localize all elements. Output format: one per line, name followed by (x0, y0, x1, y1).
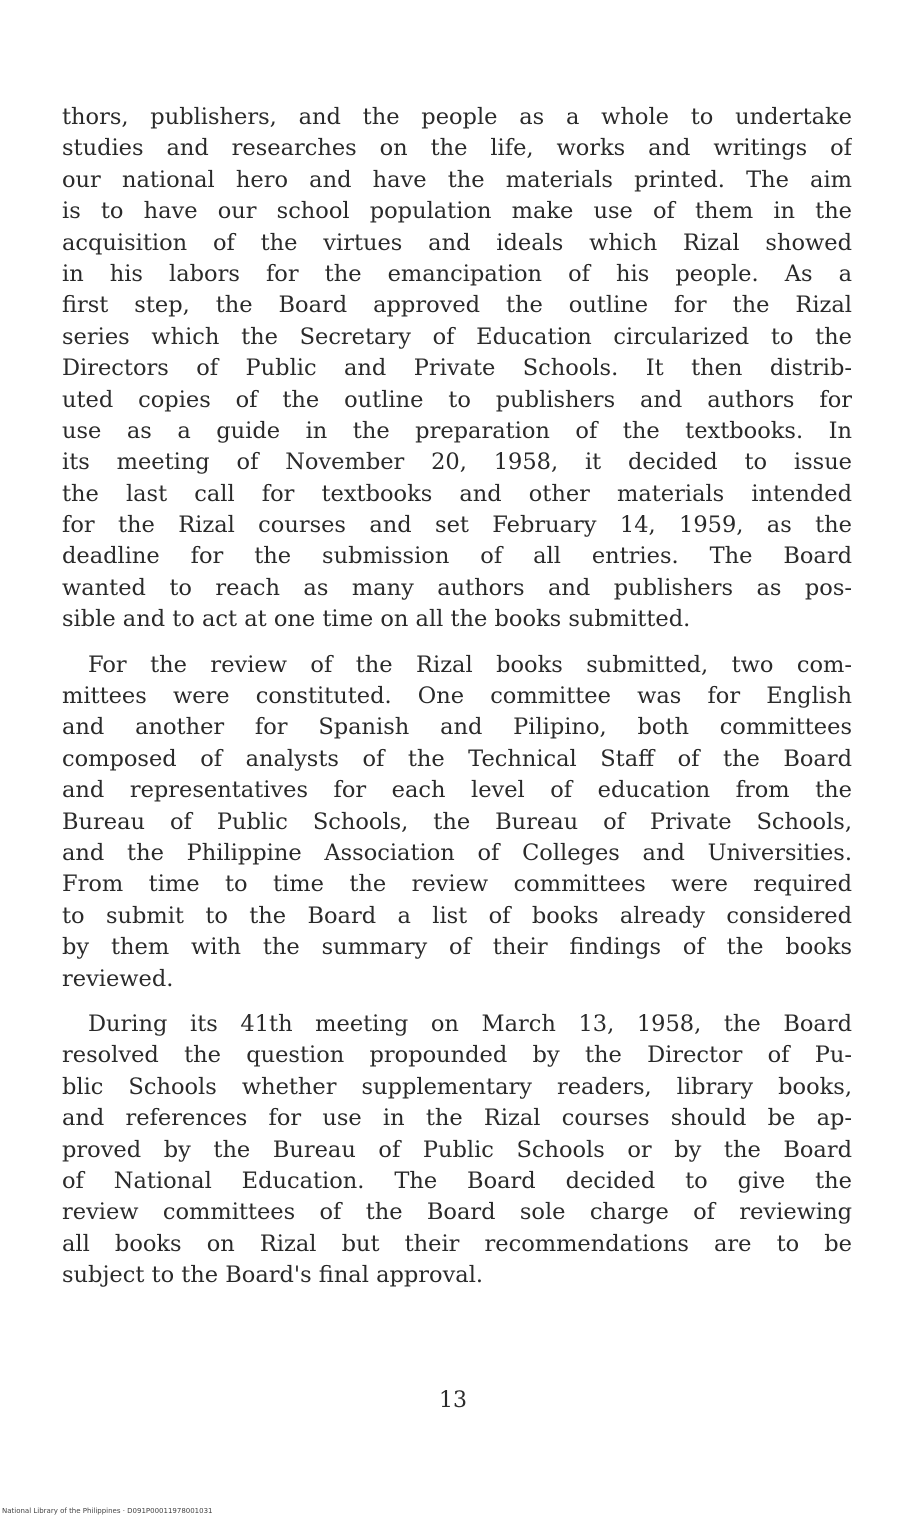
page-number: 13 (439, 1388, 467, 1413)
text-line: deadline for the submission of all entries. The Board (62, 543, 852, 570)
text-line: its meeting of November 20, 1958, it decided to issue (62, 449, 852, 476)
text-line: our national hero and have the materials printed. The aim (62, 166, 852, 193)
text-line: and the Philippine Association of Colleges and Universities. (62, 839, 852, 866)
text-line: During its 41th meeting on March 13, 1958, the Board (88, 1010, 852, 1037)
paragraph-3 (62, 1009, 852, 1292)
paragraph-1 (62, 102, 852, 636)
text-line: acquisition of the virtues and ideals which Rizal showed (62, 229, 852, 256)
text-line: and representatives for each level of education from the (62, 777, 852, 804)
text-line: thors, publishers, and the people as a whole to undertake (62, 104, 852, 130)
text-line: all books on Rizal but their recommendations are to be (62, 1230, 852, 1257)
text-line: review committees of the Board sole charge of reviewing (62, 1199, 852, 1226)
text-line: composed of analysts of the Technical Staff of the Board (62, 745, 852, 772)
text-line: wanted to reach as many authors and publishers as pos- (62, 574, 852, 601)
text-line: for the Rizal courses and set February 14, 1959, as the (62, 512, 852, 539)
footer-credit: National Library of the Philippines · D091P00011978001031 (2, 1507, 213, 1515)
text-line: From time to time the review committees were required (62, 871, 852, 898)
text-line: to submit to the Board a list of books already considered (62, 902, 852, 929)
text-line: series which the Secretary of Education circularized to the (62, 323, 852, 350)
text-line: Directors of Public and Private Schools. It then distrib- (62, 355, 852, 382)
text-line: mittees were constituted. One committee was for English (62, 683, 852, 710)
text-line: For the review of the Rizal books submitted, two com- (88, 651, 852, 678)
text-line: proved by the Bureau of Public Schools or by the Board (62, 1136, 852, 1163)
text-line: and another for Spanish and Pilipino, both committees (62, 714, 852, 741)
text-line: of National Education. The Board decided to give the (62, 1167, 852, 1194)
text-line: the last call for textbooks and other materials intended (62, 480, 852, 507)
text-line: studies and researches on the life, works and writings of (62, 135, 852, 162)
body-text (62, 102, 852, 1305)
text-line: first step, the Board approved the outline for the Rizal (62, 292, 852, 319)
text-line: blic Schools whether supplementary readers, library books, (62, 1073, 852, 1100)
paragraph-2 (62, 650, 852, 995)
text-line: in his labors for the emancipation of his people. As a (62, 260, 852, 287)
text-line: resolved the question propounded by the Director of Pu- (62, 1042, 852, 1069)
text-line: uted copies of the outline to publishers and authors for (62, 386, 852, 413)
text-line: sible and to act at one time on all the books submitted. (62, 606, 691, 633)
text-line: Bureau of Public Schools, the Bureau of Private Schools, (62, 808, 852, 835)
text-line: and references for use in the Rizal courses should be ap- (62, 1105, 852, 1132)
text-line: reviewed. (62, 965, 174, 992)
text-line: subject to the Board's final approval. (62, 1262, 484, 1289)
text-line: use as a guide in the preparation of the textbooks. In (62, 417, 852, 444)
text-line: is to have our school population make use of them in the (62, 198, 852, 225)
text-line: by them with the summary of their findings of the books (62, 934, 852, 961)
